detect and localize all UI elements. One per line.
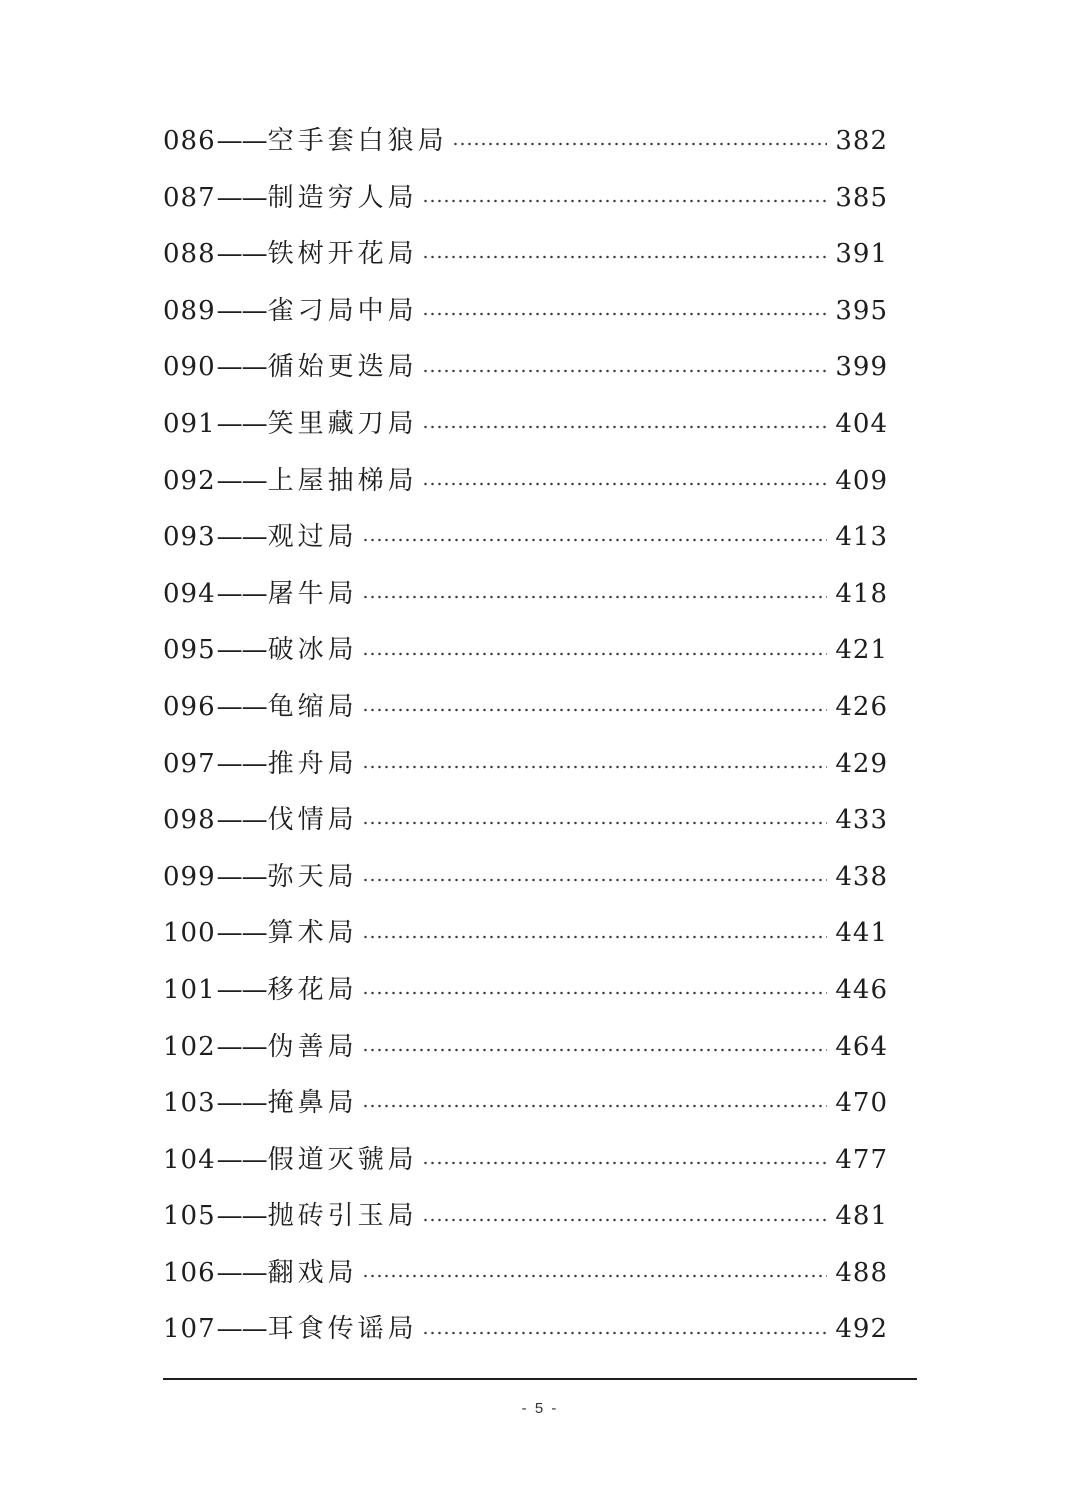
toc-entry-title: 铁树开花局: [267, 239, 418, 270]
toc-entry-title: 伪善局: [267, 1031, 358, 1062]
toc-entry-title: 推舟局: [267, 748, 358, 779]
toc-entry-number: 105: [163, 1201, 216, 1232]
toc-entry-dash: ——: [216, 578, 267, 609]
table-of-contents: [163, 113, 888, 1358]
toc-entry: [163, 226, 888, 283]
dot-leader: [422, 1331, 828, 1335]
toc-entry-title: 抛砖引玉局: [267, 1201, 418, 1232]
toc-entry-dash: ——: [216, 1144, 267, 1175]
toc-entry-number: 089: [163, 295, 216, 326]
toc-entry-page: 441: [835, 918, 888, 949]
toc-entry-title: 移花局: [267, 974, 358, 1005]
toc-entry-page: 477: [835, 1144, 888, 1175]
toc-entry-number: 102: [163, 1031, 216, 1062]
toc-entry: [163, 792, 888, 849]
toc-entry-number: 094: [163, 578, 216, 609]
toc-entry: [163, 1019, 888, 1076]
toc-entry-page: 433: [835, 805, 888, 836]
toc-entry-page: 492: [835, 1314, 888, 1345]
toc-entry-number: 100: [163, 918, 216, 949]
toc-entry-page: 391: [835, 239, 888, 270]
toc-entry-number: 107: [163, 1314, 216, 1345]
toc-entry-page: 409: [835, 465, 888, 496]
toc-entry-dash: ——: [216, 918, 267, 949]
toc-entry: [163, 170, 888, 227]
toc-entry-title: 观过局: [267, 522, 358, 553]
toc-entry: [163, 736, 888, 793]
toc-entry-dash: ——: [216, 408, 267, 439]
toc-entry-title: 龟缩局: [267, 691, 358, 722]
toc-entry: [163, 113, 888, 170]
toc-entry: [163, 283, 888, 340]
dot-leader: [362, 821, 828, 825]
dot-leader: [422, 1218, 828, 1222]
dot-leader: [362, 538, 828, 542]
footer-rule: [163, 1378, 917, 1380]
toc-entry-title: 弥天局: [267, 861, 358, 892]
toc-entry-number: 093: [163, 522, 216, 553]
toc-entry-page: 399: [835, 352, 888, 383]
dot-leader: [452, 142, 828, 146]
toc-entry-page: 382: [835, 126, 888, 156]
toc-entry: [163, 396, 888, 453]
dot-leader: [422, 425, 828, 429]
toc-entry: [163, 509, 888, 566]
toc-entry-number: 103: [163, 1088, 216, 1119]
toc-entry-page: 404: [835, 408, 888, 439]
toc-entry-number: 099: [163, 861, 216, 892]
toc-entry: [163, 566, 888, 623]
dot-leader: [362, 1104, 828, 1108]
dot-leader: [422, 1161, 828, 1165]
toc-entry-title: 掩鼻局: [267, 1088, 358, 1119]
toc-entry-number: 087: [163, 182, 216, 213]
page-number: - 5 -: [521, 1400, 559, 1417]
dot-leader: [422, 199, 828, 203]
toc-entry-title: 假道灭虢局: [267, 1144, 418, 1175]
toc-entry-page: 385: [835, 182, 888, 213]
toc-entry-dash: ——: [216, 1201, 267, 1232]
toc-entry-dash: ——: [216, 182, 267, 213]
dot-leader: [422, 369, 828, 373]
toc-entry-page: 470: [835, 1088, 888, 1119]
toc-entry-page: 481: [835, 1201, 888, 1232]
toc-entry-dash: ——: [216, 1088, 267, 1119]
dot-leader: [362, 652, 828, 656]
toc-entry-dash: ——: [216, 861, 267, 892]
toc-entry-dash: ——: [216, 748, 267, 779]
dot-leader: [422, 255, 828, 259]
toc-entry-title: 制造穷人局: [267, 182, 418, 213]
toc-entry-dash: ——: [216, 974, 267, 1005]
toc-entry-dash: ——: [216, 522, 267, 553]
dot-leader: [362, 991, 828, 995]
toc-entry-title: 雀刁局中局: [267, 295, 418, 326]
toc-entry-page: 488: [835, 1257, 888, 1288]
toc-entry-page: 438: [835, 861, 888, 892]
toc-entry-title: 循始更迭局: [267, 352, 418, 383]
toc-entry-number: 095: [163, 635, 216, 666]
toc-entry: [163, 849, 888, 906]
toc-entry: [163, 1075, 888, 1132]
toc-entry: [163, 962, 888, 1019]
toc-entry-number: 092: [163, 465, 216, 496]
toc-entry: [163, 679, 888, 736]
toc-entry-dash: ——: [216, 126, 267, 156]
dot-leader: [362, 1274, 828, 1278]
toc-entry-page: 418: [835, 578, 888, 609]
toc-entry-number: 090: [163, 352, 216, 383]
toc-entry-page: 464: [835, 1031, 888, 1062]
toc-entry-page: 446: [835, 974, 888, 1005]
dot-leader: [362, 1048, 828, 1052]
toc-entry-dash: ——: [216, 691, 267, 722]
toc-entry: [163, 1301, 888, 1358]
dot-leader: [422, 312, 828, 316]
toc-entry-dash: ——: [216, 239, 267, 270]
toc-entry-page: 426: [835, 691, 888, 722]
toc-entry-title: 破冰局: [267, 635, 358, 666]
toc-entry-title: 翻戏局: [267, 1257, 358, 1288]
toc-entry-number: 104: [163, 1144, 216, 1175]
toc-entry-number: 088: [163, 239, 216, 270]
toc-entry-number: 098: [163, 805, 216, 836]
toc-entry: [163, 622, 888, 679]
toc-entry-dash: ——: [216, 1031, 267, 1062]
toc-entry-dash: ——: [216, 1314, 267, 1345]
dot-leader: [362, 765, 828, 769]
toc-entry-number: 106: [163, 1257, 216, 1288]
toc-entry-dash: ——: [216, 352, 267, 383]
toc-entry-page: 395: [835, 295, 888, 326]
toc-entry-dash: ——: [216, 465, 267, 496]
toc-entry: [163, 1188, 888, 1245]
toc-entry-number: 096: [163, 691, 216, 722]
toc-entry-number: 097: [163, 748, 216, 779]
toc-entry-title: 算术局: [267, 918, 358, 949]
toc-entry-page: 421: [835, 635, 888, 666]
dot-leader: [362, 595, 828, 599]
toc-entry: [163, 339, 888, 396]
toc-entry-title: 笑里藏刀局: [267, 408, 418, 439]
dot-leader: [362, 935, 828, 939]
toc-entry-dash: ——: [216, 295, 267, 326]
dot-leader: [362, 708, 828, 712]
dot-leader: [362, 878, 828, 882]
toc-entry-number: 086: [163, 126, 216, 156]
toc-entry-title: 耳食传谣局: [267, 1314, 418, 1345]
toc-entry-dash: ——: [216, 805, 267, 836]
toc-entry-title: 屠牛局: [267, 578, 358, 609]
toc-entry: [163, 1245, 888, 1302]
toc-entry: [163, 905, 888, 962]
toc-entry-dash: ——: [216, 1257, 267, 1288]
toc-entry-page: 413: [835, 522, 888, 553]
dot-leader: [422, 482, 828, 486]
toc-entry-number: 101: [163, 974, 216, 1005]
toc-entry: [163, 453, 888, 510]
toc-entry-title: 空手套白狼局: [267, 126, 448, 156]
toc-entry-page: 429: [835, 748, 888, 779]
toc-entry-title: 上屋抽梯局: [267, 465, 418, 496]
toc-entry: [163, 1132, 888, 1189]
toc-entry-number: 091: [163, 408, 216, 439]
toc-entry-dash: ——: [216, 635, 267, 666]
toc-entry-title: 伐情局: [267, 805, 358, 836]
